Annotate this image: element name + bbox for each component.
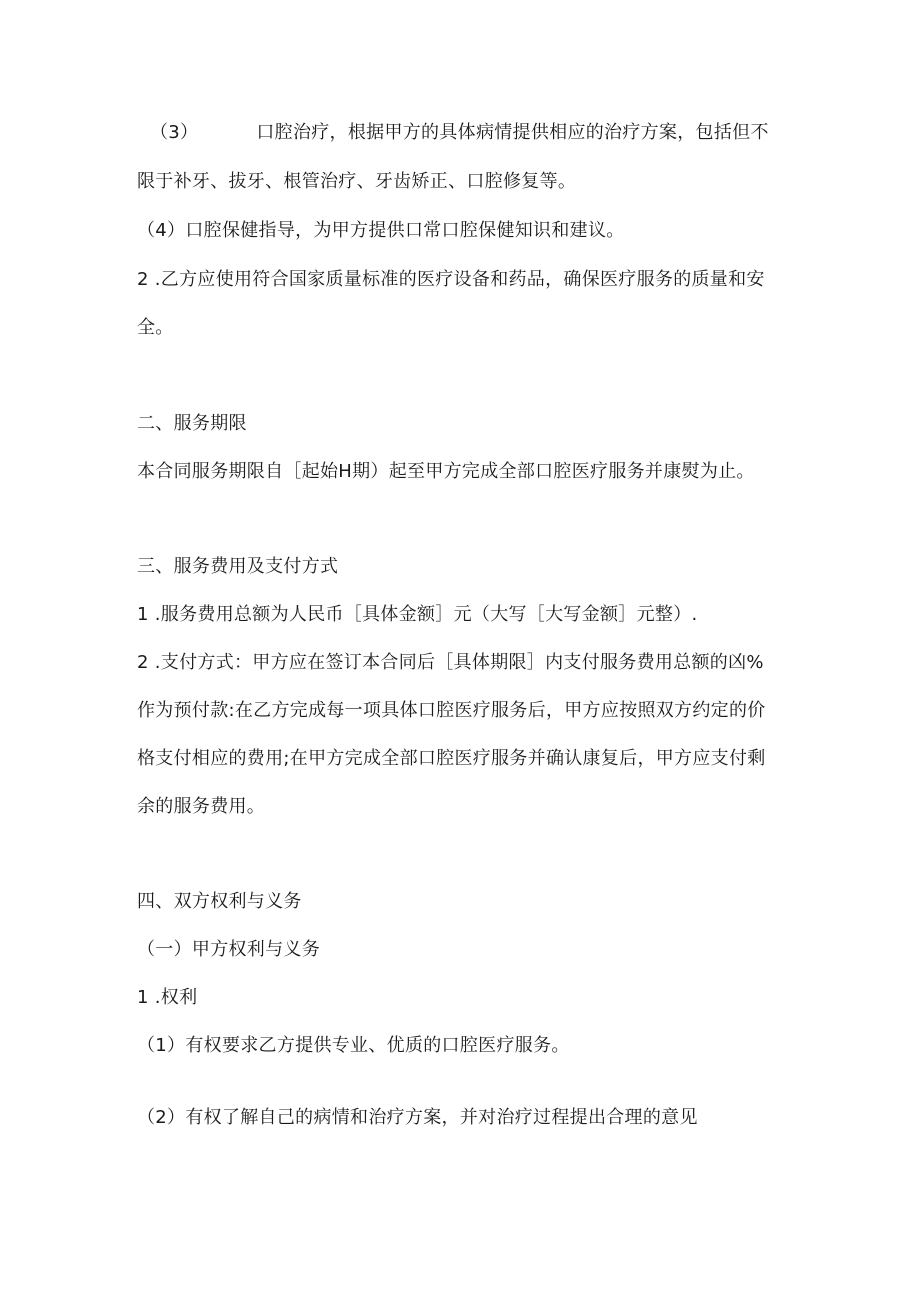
item-3-line-1 <box>150 121 769 145</box>
party-a-sub-heading: （一）甲方权利与义务 <box>137 939 320 960</box>
item-3-line-2: 限于补牙、拔牙、根管治疗、牙齿矫正、口腔修复等。 <box>137 171 577 192</box>
right-1: （1）有权要求乙方提供专业、优质的口腔医疗服务。 <box>137 1035 570 1056</box>
item-4: （4）口腔保健指导，为甲方提供口常口腔保健知识和建议。 <box>137 220 625 241</box>
section-2-body: 本合同服务期限自［起始H期）起至甲方完成全部口腔医疗服务并康熨为止。 <box>137 461 755 482</box>
item-3-number: （3） <box>150 122 199 143</box>
payment-method-line-1: 2 .支付方式：甲方应在签订本合同后［具体期限］内支付服务费用总额的凶% <box>137 652 764 673</box>
right-2: （2）有权了解自己的病情和治疗方案，并对治疗过程提出合理的意见 <box>137 1107 698 1128</box>
paragraph-2-line-1: 2 .乙方应使用符合国家质量标准的医疗设备和药品，确保医疗服务的质量和安 <box>137 269 765 290</box>
rights-heading: 1 .权利 <box>137 987 198 1008</box>
payment-method-line-3: 格支付相应的费用;在甲方完成全部口腔医疗服务并确认康复后，甲方应支付剩 <box>137 748 766 769</box>
section-4-heading: 四、双方权利与义务 <box>137 891 302 912</box>
fee-total-paragraph: 1 .服务费用总额为人民币［具体金额］元（大写［大写金额］元整）. <box>137 604 698 625</box>
section-3-heading: 三、服务费用及支付方式 <box>137 556 339 577</box>
payment-method-line-4: 余的服务费用。 <box>137 796 266 817</box>
item-3-text: 口腔治疗，根据甲方的具体病情提供相应的治疗方案，包括但不 <box>256 122 769 143</box>
paragraph-2-line-2: 全。 <box>137 317 174 338</box>
section-2-heading: 二、服务期限 <box>137 413 247 434</box>
payment-method-line-2: 作为预付款:在乙方完成每一项具体口腔医疗服务后，甲方应按照双方约定的价 <box>137 700 766 721</box>
